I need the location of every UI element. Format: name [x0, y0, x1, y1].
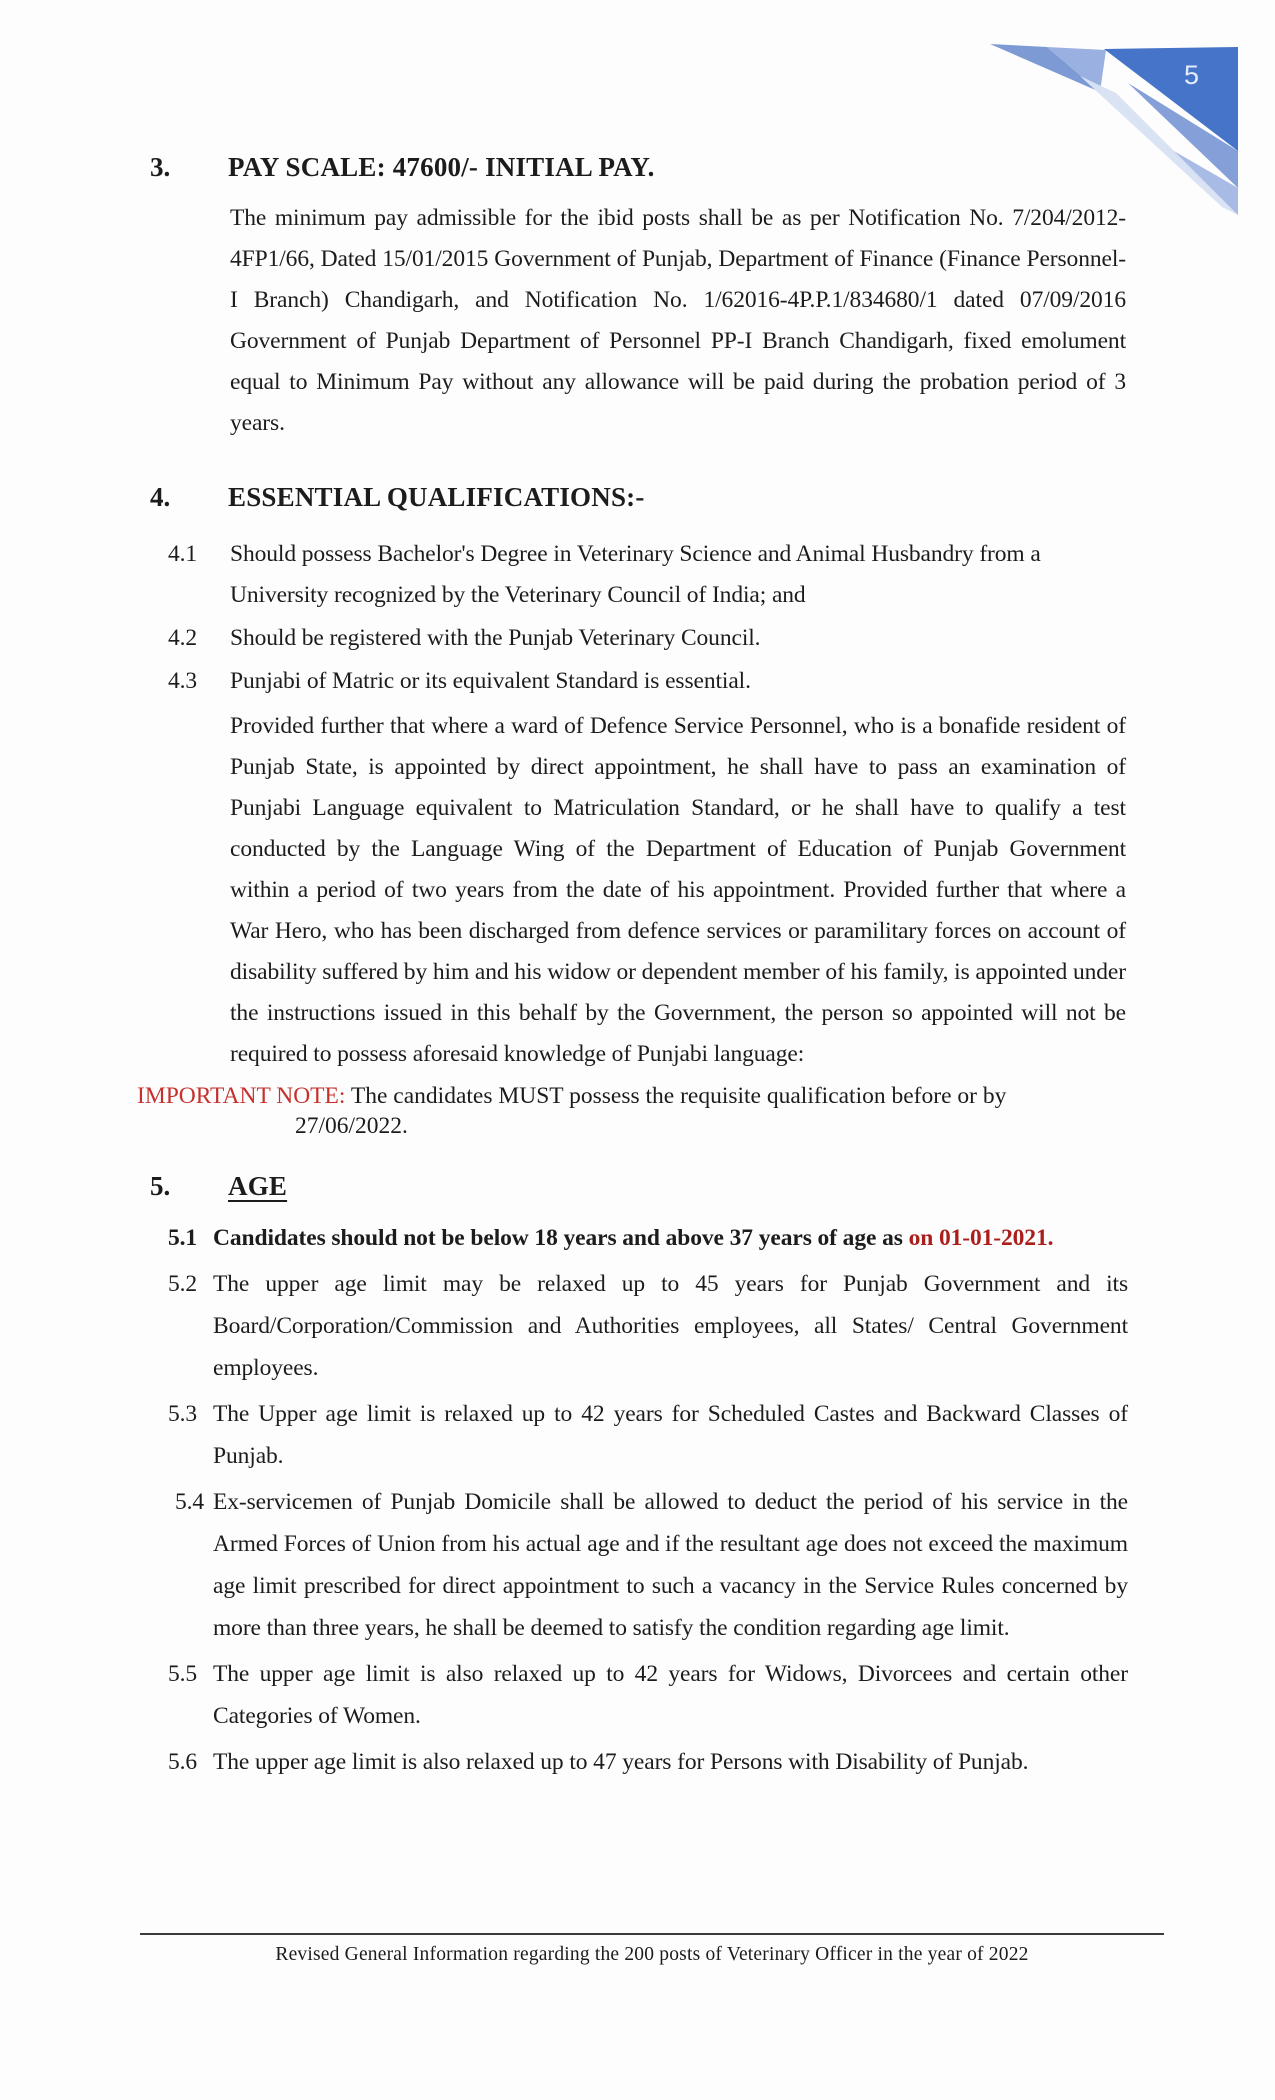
item-number: 4.2	[168, 625, 198, 651]
item-text: The upper age limit may be relaxed up to 45 years for Punjab Government and its Board/Corporation/Commission and Authorities employees, all States/ Central Government employees.	[213, 1271, 1128, 1381]
important-note	[137, 1081, 1128, 1141]
section-3-number: 3.	[150, 152, 171, 182]
section-5-title: AGE	[228, 1171, 288, 1201]
age-item-5-5	[168, 1653, 1128, 1737]
item-text	[213, 1217, 1128, 1259]
qualification-item-4-1	[168, 534, 1128, 616]
item-number: 5.5	[168, 1661, 198, 1687]
item-text: Should be registered with the Punjab Veterinary Council.	[230, 625, 761, 651]
section-3-title: PAY SCALE: 47600/- INITIAL PAY.	[228, 152, 655, 182]
footer-text: Revised General Information regarding the 200 posts of Veterinary Officer in the year of 2022	[275, 1944, 1029, 1965]
important-note-text: The candidates MUST possess the requisite qualification before or by	[350, 1083, 1007, 1109]
section-4-number: 4.	[150, 482, 171, 512]
item-number: 5.3	[168, 1401, 198, 1427]
qualification-item-4-3	[168, 661, 1128, 702]
item-text: Should possess Bachelor's Degree in Veterinary Science and Animal Husbandry from a University recognized by the Veterinary Council of India; and	[230, 541, 1041, 608]
age-item-5-3	[168, 1393, 1128, 1477]
page-footer	[140, 1933, 1164, 1966]
item-text: The Upper age limit is relaxed up to 42 years for Scheduled Castes and Backward Classes of Punjab.	[213, 1401, 1128, 1469]
important-note-label: IMPORTANT NOTE:	[137, 1083, 346, 1109]
section-4-heading	[150, 480, 1275, 514]
age-limit-text: Candidates should not be below 18 years and above 37 years of age as	[213, 1225, 903, 1251]
punjabi-language-proviso-paragraph: Provided further that where a ward of Defence Service Personnel, who is a bonafide resident of Punjab State, is appointed by direct appointment, he shall have to pass an examination of Punjabi Language equivalent to Matriculation Standard, or he shall have to qualify a test conducted by the Language Wing of the Department of Education of Punjab Government within a period of two years from the date of his appointment. Provided further that where a War Hero, who has been discharged from defence services or paramilitary forces on account of disability suffered by him and his widow or dependent member of his family, is appointed under the instructions issued in this behalf by the Government, the person so appointed will not be required to possess aforesaid knowledge of Punjabi language:	[230, 713, 1126, 1067]
item-text: Punjabi of Matric or its equivalent Standard is essential.	[230, 668, 751, 694]
item-number: 5.2	[168, 1271, 198, 1297]
important-note-date: 27/06/2022.	[295, 1113, 408, 1139]
age-cutoff-date: on 01-01-2021.	[908, 1225, 1054, 1251]
section-3-heading	[150, 150, 1275, 184]
item-number: 4.1	[168, 541, 198, 567]
item-number: 4.3	[168, 668, 198, 694]
section-4-title: ESSENTIAL QUALIFICATIONS:-	[228, 482, 645, 512]
age-item-5-4	[175, 1481, 1128, 1649]
item-number: 5.1	[168, 1225, 198, 1251]
item-text: Ex-servicemen of Punjab Domicile shall be allowed to deduct the period of his service in the Armed Forces of Union from his actual age and if the resultant age does not exceed the maximum age limit prescribed for direct appointment to such a vacancy in the Service Rules concerned by more than three years, he shall be deemed to satisfy the condition regarding age limit.	[213, 1489, 1128, 1641]
item-text: The upper age limit is also relaxed up to 47 years for Persons with Disability of Punjab.	[213, 1749, 1029, 1775]
qualification-item-4-2	[168, 618, 1128, 659]
age-item-5-1	[168, 1217, 1128, 1259]
section-5-number: 5.	[150, 1171, 171, 1201]
page-number: 5	[1184, 60, 1200, 90]
section-5-heading	[150, 1169, 1275, 1203]
item-text: The upper age limit is also relaxed up to 42 years for Widows, Divorcees and certain other Categories of Women.	[213, 1661, 1128, 1729]
item-number: 5.6	[168, 1749, 198, 1775]
item-number: 5.4	[175, 1489, 205, 1515]
age-item-5-2	[168, 1263, 1128, 1389]
section-3-paragraph: The minimum pay admissible for the ibid posts shall be as per Notification No. 7/204/2012-4FP1/66, Dated 15/01/2015 Government of Punjab, Department of Finance (Finance Personnel-I Branch) Chandigarh, and Notification No. 1/62016-4P.P.1/834680/1 dated 07/09/2016 Government of Punjab Department of Personnel PP-I Branch Chandigarh, fixed emolument equal to Minimum Pay without any allowance will be paid during the probation period of 3 years.	[230, 205, 1126, 436]
age-item-5-6	[168, 1741, 1128, 1783]
